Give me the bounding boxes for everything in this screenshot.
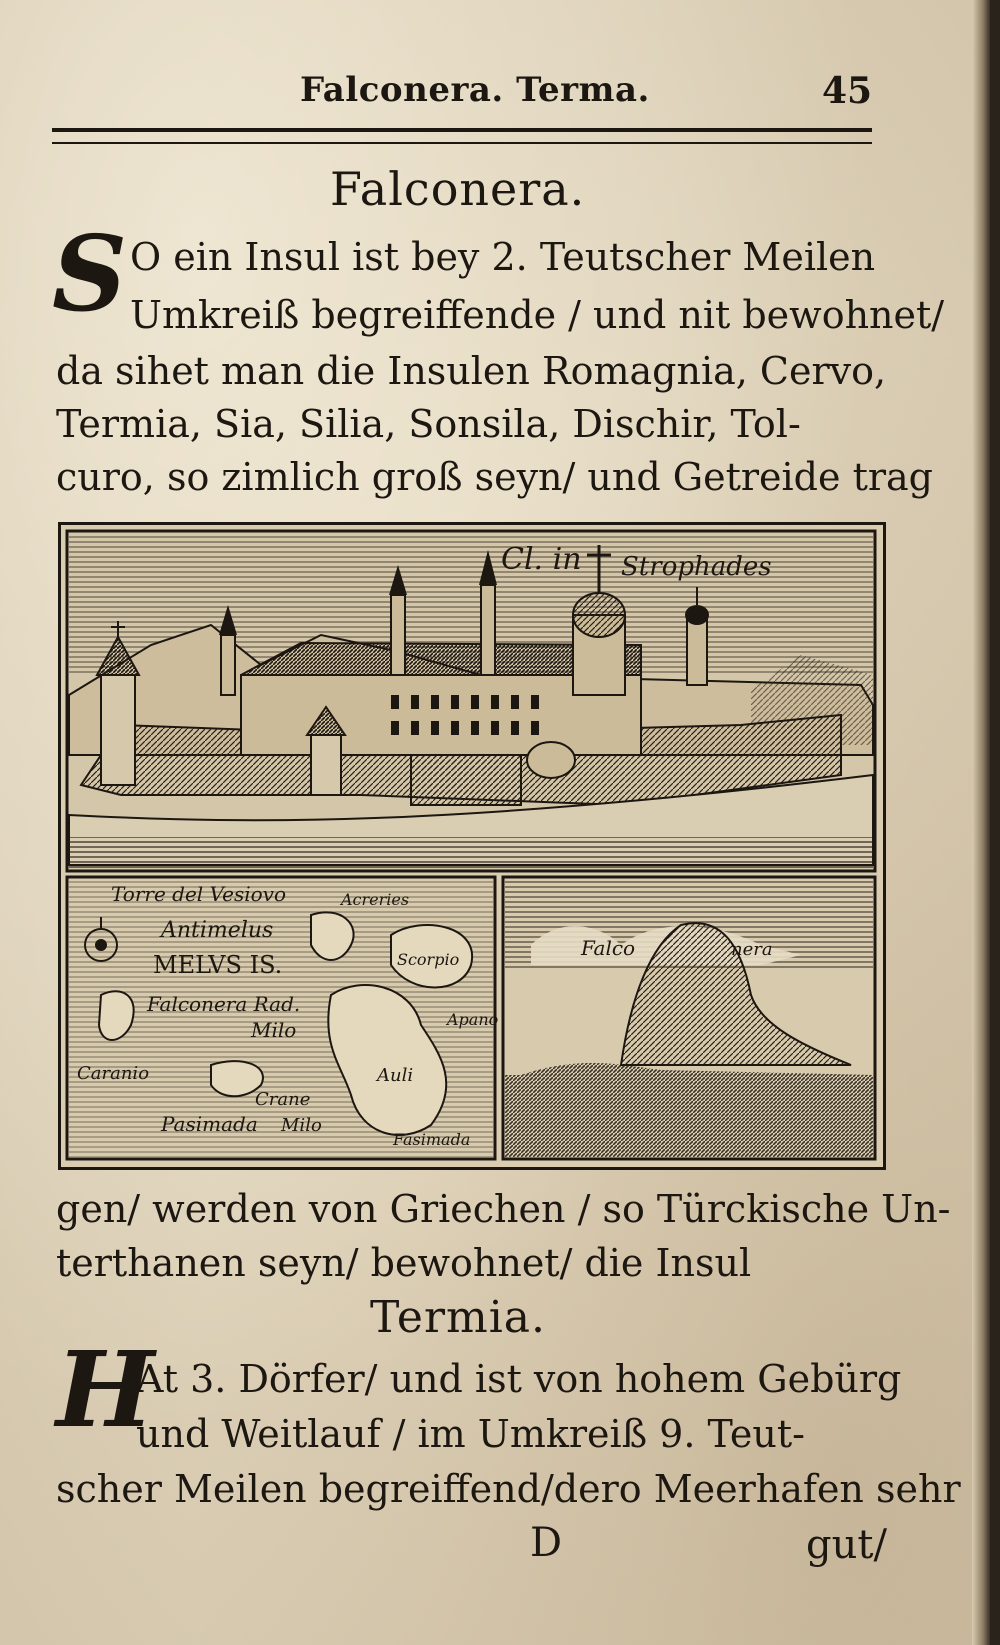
text-line: curo, so zimlich groß seyn/ und Getreide trag: [56, 455, 933, 499]
map-label-apano: Apano: [447, 1010, 499, 1029]
map-label-scorpio: Scorpio: [397, 950, 460, 969]
section-heading-falconera: Falconera.: [330, 162, 586, 216]
map-label-torre: Torre del Vesiovo: [111, 882, 287, 906]
drop-cap-h: H: [56, 1328, 155, 1451]
monastery-view: [67, 531, 875, 871]
map-label-pasimada: Pasimada: [161, 1112, 258, 1136]
drop-cap-s: S: [52, 212, 128, 335]
map-label-antimelus: Antimelus: [161, 918, 274, 943]
engraving-plate: [58, 522, 886, 1170]
text-line: scher Meilen begreiffend/dero Meerhafen sehr: [56, 1467, 961, 1511]
text-line: Umkreiß begreiffende / und nit bewohnet/: [130, 293, 945, 337]
catchword: gut/: [806, 1522, 887, 1568]
page-edge: [972, 0, 990, 1645]
text-line: O ein Insul ist bey 2. Teutscher Meilen: [130, 235, 876, 279]
text-line: und Weitlauf / im Umkreiß 9. Teut-: [136, 1412, 805, 1456]
plate-label-cl-in: Cl. in: [501, 542, 582, 577]
falconera-rock-view: [503, 877, 875, 1159]
text-line: da sihet man die Insulen Romagnia, Cervo,: [56, 349, 887, 393]
map-label-auli: Auli: [377, 1065, 414, 1086]
page-number: 45: [822, 70, 873, 112]
text-line: At 3. Dörfer/ und ist von hohem Gebürg: [136, 1357, 902, 1401]
map-label-milo-2: Milo: [281, 1115, 322, 1136]
map-label-crane: Crane: [255, 1089, 311, 1110]
plate-label-strophades: Strophades: [621, 552, 772, 582]
rock-label-falco: Falco: [581, 936, 636, 960]
map-label-milo-1: Milo: [251, 1018, 297, 1042]
map-label-melus: MELVS IS.: [153, 951, 283, 979]
text-line: gen/ werden von Griechen / so Türckische Un-: [56, 1187, 951, 1231]
text-line: Termia, Sia, Silia, Sonsila, Dischir, Tol-: [56, 402, 801, 446]
map-label-fasimada: Fasimada: [393, 1130, 471, 1149]
island-map: [67, 877, 498, 1159]
map-label-falconera: Falconera Rad.: [147, 992, 301, 1016]
running-head: Falconera. Terma.: [300, 70, 650, 110]
map-label-caranio: Caranio: [77, 1063, 150, 1084]
text-line: terthanen seyn/ bewohnet/ die Insul: [56, 1241, 752, 1285]
header-rule: [52, 128, 872, 144]
section-heading-termia: Termia.: [370, 1292, 547, 1343]
map-label-acreries: Acreries: [341, 890, 410, 909]
signature-mark: D: [530, 1520, 563, 1566]
rock-label-nera: nera: [731, 939, 773, 960]
